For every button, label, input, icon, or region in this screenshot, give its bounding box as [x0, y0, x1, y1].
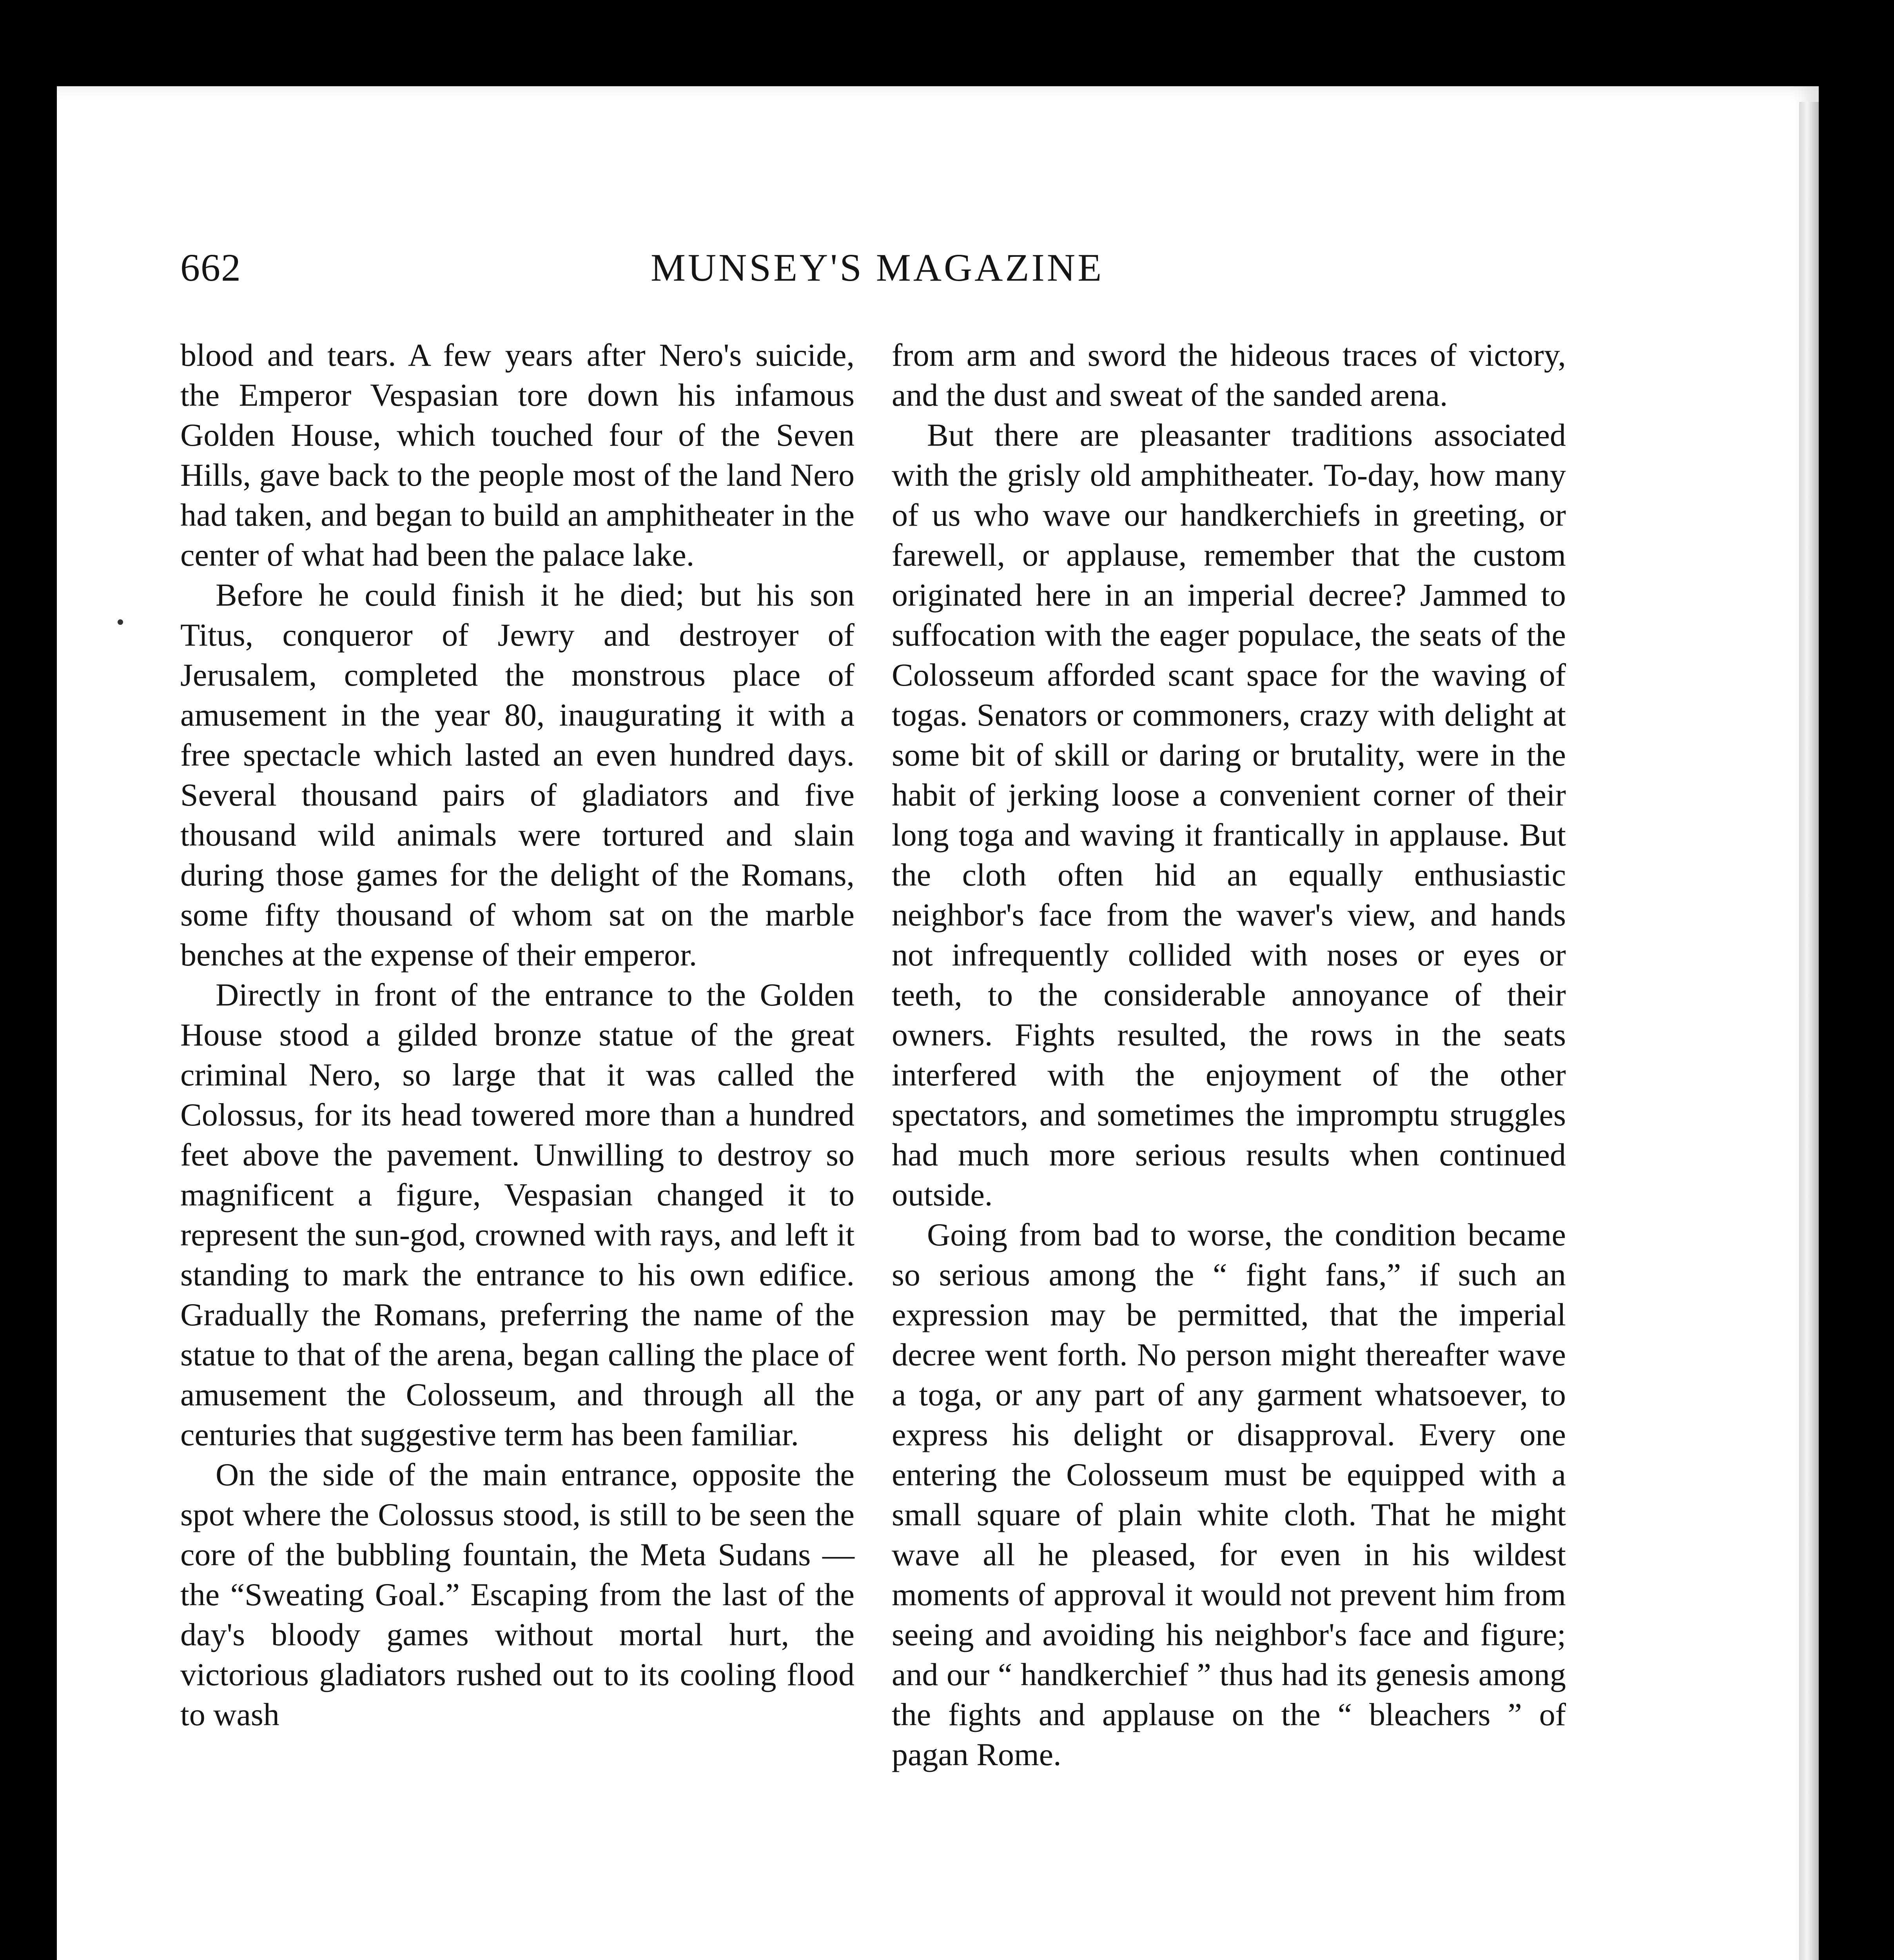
paragraph: Before he could finish it he died; but his son Titus, conqueror of Jewry and destroyer of Jerusalem, completed the monstrous place of amusement in the year 80, inaugurating it with a free spectacle which lasted an even hundred days. Several thousand pairs of gladiators and five thousand wild animals were tortured and slain during those games for the delight of the Romans, some fifty thousand of whom sat on the marble benches at the expense of their emperor.: [180, 577, 854, 973]
paragraph: blood and tears. A few years after Nero's suicide, the Emperor Vespasian tore down his infamous Golden House, which touched four of the Seven Hills, gave back to the people most of the land Nero had taken, and began to build an amphitheater in the center of what had been the palace lake.: [180, 337, 854, 573]
article-left-column: [180, 335, 854, 1735]
article-right-column: [892, 335, 1566, 1775]
dust-speck: [118, 619, 123, 625]
paragraph: Going from bad to worse, the condition became so serious among the “ fight fans,” if such an expression may be permitted, that the imperial decree went forth. No person might thereafter wave a toga, or any part of any garment whatsoever, to express his delight or disapproval. Every one entering the Colosseum must be equipped with a small square of plain white cloth. That he might wave all he pleased, for even in his wildest moments of approval it would not prevent him from seeing and avoiding his neighbor's face and figure; and our “ handkerchief ” thus had its genesis among the fights and applause on the “ bleachers ” of pagan Rome.: [892, 1217, 1566, 1772]
running-head: MUNSEY'S MAGAZINE: [651, 246, 1104, 289]
paragraph: On the side of the main entrance, opposite the spot where the Colossus stood, is still to be seen the core of the bubbling fountain, the Meta Sudans — the “Sweating Goal.” Escaping from the last of the day's bloody games without mortal hurt, the victorious gladiators rushed out to its cooling flood to wash: [180, 1457, 854, 1732]
paragraph: But there are pleasanter traditions associated with the grisly old amphitheater. To-day, how many of us who wave our handkerchiefs in greeting, or farewell, or applause, remember that the custom originated here in an imperial decree? Jammed to suffocation with the eager populace, the seats of the Colosseum afforded scant space for the waving of togas. Senators or commoners, crazy with delight at some bit of skill or daring or brutality, were in the habit of jerking loose a convenient corner of their long toga and waving it frantically in applause. But the cloth often hid an equally enthusiastic neighbor's face from the waver's view, and hands not infrequently collided with noses or eyes or teeth, to the considerable annoyance of their owners. Fights resulted, the rows in the seats interfered with the enjoyment of the other spectators, and sometimes the impromptu struggles had much more serious results when continued outside.: [892, 417, 1566, 1212]
paragraph: Directly in front of the entrance to the Golden House stood a gilded bronze statue of the great criminal Nero, so large that it was called the Colossus, for its head towered more than a hundred feet above the pavement. Unwilling to destroy so magnificent a figure, Vespasian changed it to represent the sun-god, crowned with rays, and left it standing to mark the entrance to his own edifice. Gradually the Romans, preferring the name of the statue to that of the arena, began calling the place of amusement the Colosseum, and through all the centuries that suggestive term has been familiar.: [180, 977, 854, 1452]
paragraph: from arm and sword the hideous traces of victory, and the dust and sweat of the sanded arena.: [892, 337, 1566, 413]
page-number: 662: [180, 246, 241, 289]
